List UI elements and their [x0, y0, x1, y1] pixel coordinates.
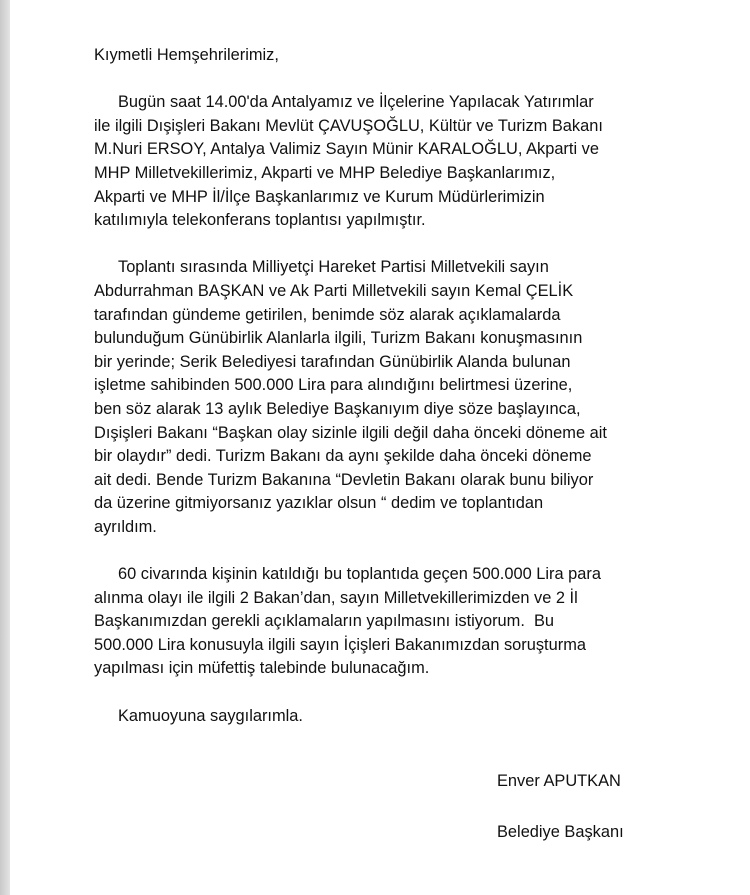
- paragraph-line: ile ilgili Dışişleri Bakanı Mevlüt ÇAVUŞOĞLU, Kültür ve Turizm Bakanı: [94, 116, 603, 135]
- paragraph-line: Dışişleri Bakanı “Başkan olay sizinle ilgili değil daha önceki döneme ait: [94, 423, 607, 442]
- paragraph-line: ait dedi. Bende Turizm Bakanına “Devletin Bakanı olarak bunu biliyor: [94, 470, 594, 489]
- paragraph-line: da üzerine gitmiyorsanız yazıklar olsun “ dedim ve toplantıdan: [94, 494, 544, 513]
- paragraph-line: bir olaydır” dedi. Turizm Bakanı da aynı şekilde daha önceki döneme: [94, 447, 592, 466]
- document-page: [10, 0, 750, 895]
- letter-body: [94, 44, 694, 728]
- paragraph-line: 500.000 Lira konusuyla ilgili sayın İçişleri Bakanımızdan soruşturma: [94, 635, 586, 654]
- paragraph-line: 60 civarında kişinin katıldığı bu toplantıda geçen 500.000 Lira para: [118, 565, 601, 584]
- paragraph-line: M.Nuri ERSOY, Antalya Valimiz Sayın Münir KARALOĞLU, Akparti ve: [94, 140, 599, 159]
- paragraph-line: Başkanımızdan gerekli açıklamaların yapılmasını istiyorum. Bu: [94, 612, 555, 631]
- paragraph-gap: [94, 68, 694, 92]
- paragraph-3: [94, 563, 694, 681]
- paragraph-line: bir yerinde; Serik Belediyesi tarafından Günübirlik Alanda bulunan: [94, 352, 571, 371]
- paragraph-line: Toplantı sırasında Milliyetçi Hareket Partisi Milletvekili sayın: [118, 258, 549, 277]
- signature-name: Enver APUTKAN: [497, 772, 621, 790]
- paragraph-line: Bugün saat 14.00'da Antalyamız ve İlçelerine Yapılacak Yatırımlar: [118, 93, 594, 112]
- paragraph-line: ben söz alarak 13 aylık Belediye Başkanıyım diye söze başlayınca,: [94, 399, 581, 418]
- paragraph-line: Akparti ve MHP İl/İlçe Başkanlarımız ve Kurum Müdürlerimizin: [94, 187, 545, 206]
- paragraph-line: Abdurrahman BAŞKAN ve Ak Parti Milletvekili sayın Kemal ÇELİK: [94, 281, 574, 300]
- salutation: Kıymetli Hemşehrilerimiz,: [94, 46, 279, 64]
- paragraph-1: [94, 91, 694, 233]
- paragraph-line: katılımıyla telekonferans toplantısı yapılmıştır.: [94, 211, 426, 230]
- page-edge-shadow: [0, 0, 10, 895]
- paragraph-line: tarafından gündeme getirilen, benimde söz alarak açıklamalarda: [94, 305, 561, 324]
- paragraph-gap: [94, 681, 694, 705]
- paragraph-line: bulunduğum Günübirlik Alanlarla ilgili, Turizm Bakanı konuşmasının: [94, 329, 583, 348]
- paragraph-line: yapılması için müfettiş talebinde bulunacağım.: [94, 659, 430, 678]
- paragraph-gap: [94, 233, 694, 257]
- paragraph-line: işletme sahibinden 500.000 Lira para alındığını belirtmesi üzerine,: [94, 376, 573, 395]
- paragraph-gap: [94, 539, 694, 563]
- paragraph-2: [94, 256, 694, 539]
- paragraph-line: alınma olayı ile ilgili 2 Bakan’dan, sayın Milletvekillerimizden ve 2 İl: [94, 588, 578, 607]
- paragraph-line: ayrıldım.: [94, 517, 157, 536]
- closing: Kamuoyuna saygılarımla.: [118, 706, 303, 725]
- paragraph-line: MHP Milletvekillerimiz, Akparti ve MHP Belediye Başkanlarımız,: [94, 163, 556, 182]
- signature-title: Belediye Başkanı: [497, 823, 624, 841]
